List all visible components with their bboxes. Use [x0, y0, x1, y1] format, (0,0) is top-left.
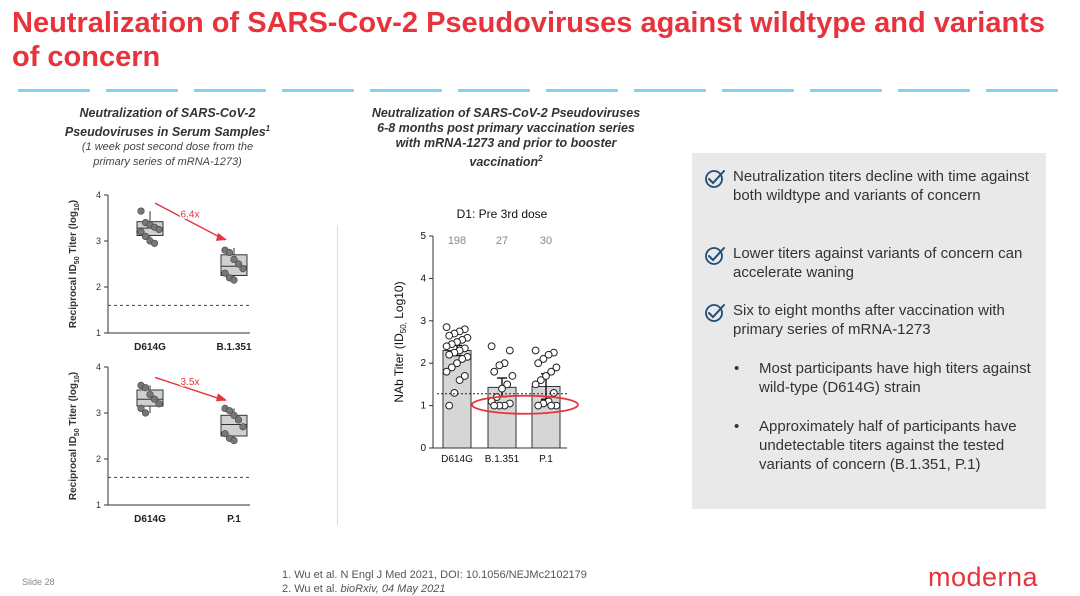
title-divider-dash — [898, 89, 970, 92]
y-axis-label — [68, 372, 81, 500]
check-circle-icon — [704, 168, 726, 190]
left-panel-title-line2: Pseudoviruses in Serum Samples — [64, 125, 266, 140]
y-axis-label-part: Titer (log — [68, 211, 79, 257]
fold-change-arrowhead — [216, 393, 227, 401]
data-point — [226, 249, 233, 256]
title-divider-dash — [106, 89, 178, 92]
title-divider-dash — [986, 89, 1058, 92]
chart-pre-third-dose — [385, 200, 585, 480]
data-point — [231, 437, 238, 444]
left-panel-title-line1: Neutralization of SARS-CoV-2 — [79, 106, 256, 120]
y-axis-label-part: 50 — [74, 428, 81, 437]
fold-change-label: 3.5x — [180, 376, 200, 388]
sample-count-label: 30 — [539, 235, 553, 247]
chart-d614g-vs-b1351 — [60, 185, 280, 360]
callout-item: Lower titers against variants of concern can accelerate waning — [733, 245, 1023, 281]
y-tick-label: 4 — [95, 362, 101, 372]
data-point — [446, 351, 453, 358]
left-panel-subtitle: (1 week post second dose from the primary series of mRNA-1273) — [81, 141, 254, 169]
data-point — [138, 208, 145, 215]
check-circle-icon — [704, 245, 726, 267]
x-category-label: P.1 — [539, 454, 553, 465]
title-divider-dash — [282, 89, 354, 92]
footnote-1: 1. Wu et al. N Engl J Med 2021, DOI: 10.1056/NEJMc2102179 — [282, 569, 587, 581]
data-point — [509, 373, 516, 380]
left-panel-footnote-ref: 1 — [265, 124, 271, 133]
title-divider-dash — [810, 89, 882, 92]
title-divider — [12, 89, 1068, 93]
data-point — [550, 389, 557, 396]
callout-item: Six to eight months after vaccination with primary series of mRNA-1273 — [733, 302, 1005, 338]
sample-count-label: 27 — [495, 235, 509, 247]
y-tick-label: 2 — [95, 454, 101, 464]
y-axis-label-part: 50, — [399, 322, 408, 334]
data-point — [535, 402, 542, 409]
y-tick-label: 1 — [95, 500, 101, 510]
data-point — [142, 410, 149, 417]
data-point — [548, 402, 555, 409]
sample-count-label: 198 — [447, 235, 467, 247]
chart-d614g-vs-p1 — [60, 357, 280, 535]
title-divider-dash — [194, 89, 266, 92]
left-panel-title — [40, 106, 295, 170]
fold-change-arrowhead — [216, 233, 227, 241]
title-divider-dash — [722, 89, 794, 92]
callout-item: Neutralization titers decline with time against both wildtype and variants of concern — [733, 168, 1029, 204]
x-category-label: P.1 — [227, 514, 241, 525]
y-tick-label: 2 — [420, 358, 426, 370]
data-point — [532, 381, 539, 388]
x-category-label: B.1.351 — [216, 342, 252, 353]
data-point — [240, 424, 247, 431]
y-tick-label: 4 — [420, 273, 426, 285]
y-tick-label: 2 — [95, 282, 101, 292]
x-category-label: D614G — [441, 454, 473, 465]
title-divider-dash — [546, 89, 618, 92]
data-point — [446, 402, 453, 409]
slide-number: Slide 28 — [22, 577, 55, 587]
key-findings-callout — [692, 153, 1046, 509]
title-divider-dash — [634, 89, 706, 92]
middle-panel-footnote-ref: 2 — [538, 154, 543, 163]
data-point — [156, 401, 163, 408]
bullet-dot-icon: • — [734, 360, 740, 377]
fold-change-label: 6.4x — [180, 209, 200, 221]
y-tick-label: 1 — [95, 328, 101, 338]
check-circle-icon — [704, 302, 726, 324]
data-point — [532, 347, 539, 354]
data-point — [499, 385, 506, 392]
data-point — [443, 368, 450, 375]
bullet-dot-icon: • — [734, 418, 740, 435]
slide-title: Neutralization of SARS-Cov-2 Pseudoviruses against wildtype and variants of concern — [12, 7, 1045, 73]
panel-divider — [337, 225, 338, 525]
x-category-label: D614G — [134, 342, 166, 353]
callout-subitem: Most participants have high titers against wild-type (D614G) strain — [759, 360, 1031, 396]
callout-subitem: Approximately half of participants have undetectable titers against the tested variants of concern (B.1.351, P.1) — [759, 418, 1017, 473]
data-point — [240, 265, 247, 272]
data-point — [231, 277, 238, 284]
footnote-2-prefix: 2. Wu et al. — [282, 583, 341, 595]
chart-title: D1: Pre 3rd dose — [456, 207, 548, 221]
data-point — [451, 389, 458, 396]
y-axis-label — [392, 281, 408, 402]
data-point — [235, 417, 242, 424]
data-point — [142, 384, 149, 391]
y-tick-label: 1 — [420, 400, 426, 412]
y-axis-label-part: ) — [68, 199, 79, 204]
y-axis-label-part: Titer (log — [68, 383, 79, 429]
y-axis-label-part: 50 — [74, 256, 81, 265]
data-point — [443, 343, 450, 350]
middle-panel-title-text: Neutralization of SARS-CoV-2 Pseudoviruses 6-8 months post primary vaccination series with mRNA-1273 and prior to booster vaccination — [371, 106, 641, 170]
y-tick-label: 5 — [420, 231, 426, 242]
data-point — [488, 343, 495, 350]
y-tick-label: 0 — [420, 443, 426, 454]
y-axis-label-part: 10 — [74, 375, 81, 384]
data-point — [156, 226, 163, 233]
data-point — [496, 362, 503, 369]
footnote-2 — [282, 582, 587, 596]
title-divider-dash — [370, 89, 442, 92]
y-axis-label — [68, 200, 81, 328]
y-axis-label-part: Reciprocal ID — [68, 264, 79, 329]
y-axis-label-part: 10 — [74, 203, 81, 212]
data-point — [491, 402, 498, 409]
x-category-label: D614G — [134, 514, 166, 525]
data-point — [446, 332, 453, 339]
data-point — [443, 324, 450, 331]
data-point — [506, 347, 513, 354]
y-axis-label-part: Reciprocal ID — [68, 436, 79, 501]
data-point — [151, 240, 158, 247]
footnotes — [282, 568, 587, 596]
y-tick-label: 3 — [420, 315, 426, 327]
y-tick-label: 4 — [95, 190, 101, 200]
data-point — [456, 377, 463, 384]
title-divider-dash — [18, 89, 90, 92]
data-point — [491, 368, 498, 375]
x-category-label: B.1.351 — [484, 454, 520, 465]
y-tick-label: 3 — [95, 236, 101, 246]
footnote-2-source: bioRxiv, 04 May 2021 — [340, 583, 446, 595]
y-axis-label-part: NAb Titer (ID — [392, 333, 406, 403]
moderna-logo: moderna — [928, 562, 1039, 592]
y-axis-label-part: Log10) — [392, 281, 406, 323]
title-divider-dash — [458, 89, 530, 92]
middle-panel-title — [370, 106, 642, 170]
y-tick-label: 3 — [95, 408, 101, 418]
y-axis-label-part: ) — [68, 371, 79, 376]
data-point — [535, 360, 542, 367]
